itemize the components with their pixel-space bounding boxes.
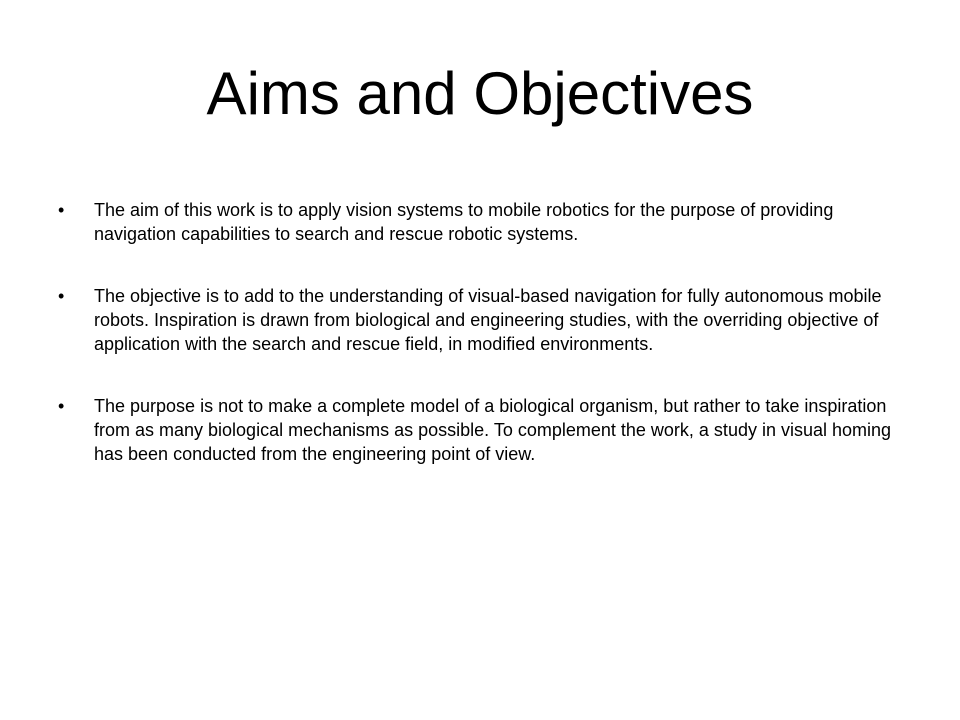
bullet-item-aim (0, 198, 960, 246)
bullet-icon: • (58, 396, 65, 416)
bullet-item-purpose (0, 394, 960, 466)
slide-title: Aims and Objectives (206, 60, 754, 127)
bullet-icon: • (58, 200, 65, 220)
bullet-icon: • (58, 286, 65, 306)
bullet-text: The purpose is not to make a complete model of a biological organism, but rather to take inspiration from as many biological mechanisms as possible. To complement the work, a study in visual homing has been conducted from the engineering point of view. (94, 396, 892, 464)
bullet-text: The aim of this work is to apply vision systems to mobile robotics for the purpose of providing navigation capabilities to search and rescue robotic systems. (94, 200, 834, 244)
bullet-item-objective (0, 284, 960, 356)
bullet-list (0, 198, 960, 504)
bullet-text: The objective is to add to the understanding of visual-based navigation for fully autonomous mobile robots. Inspiration is drawn from biological and engineering studies, with the overriding objective of application with the search and rescue field, in modified environments. (94, 286, 882, 354)
